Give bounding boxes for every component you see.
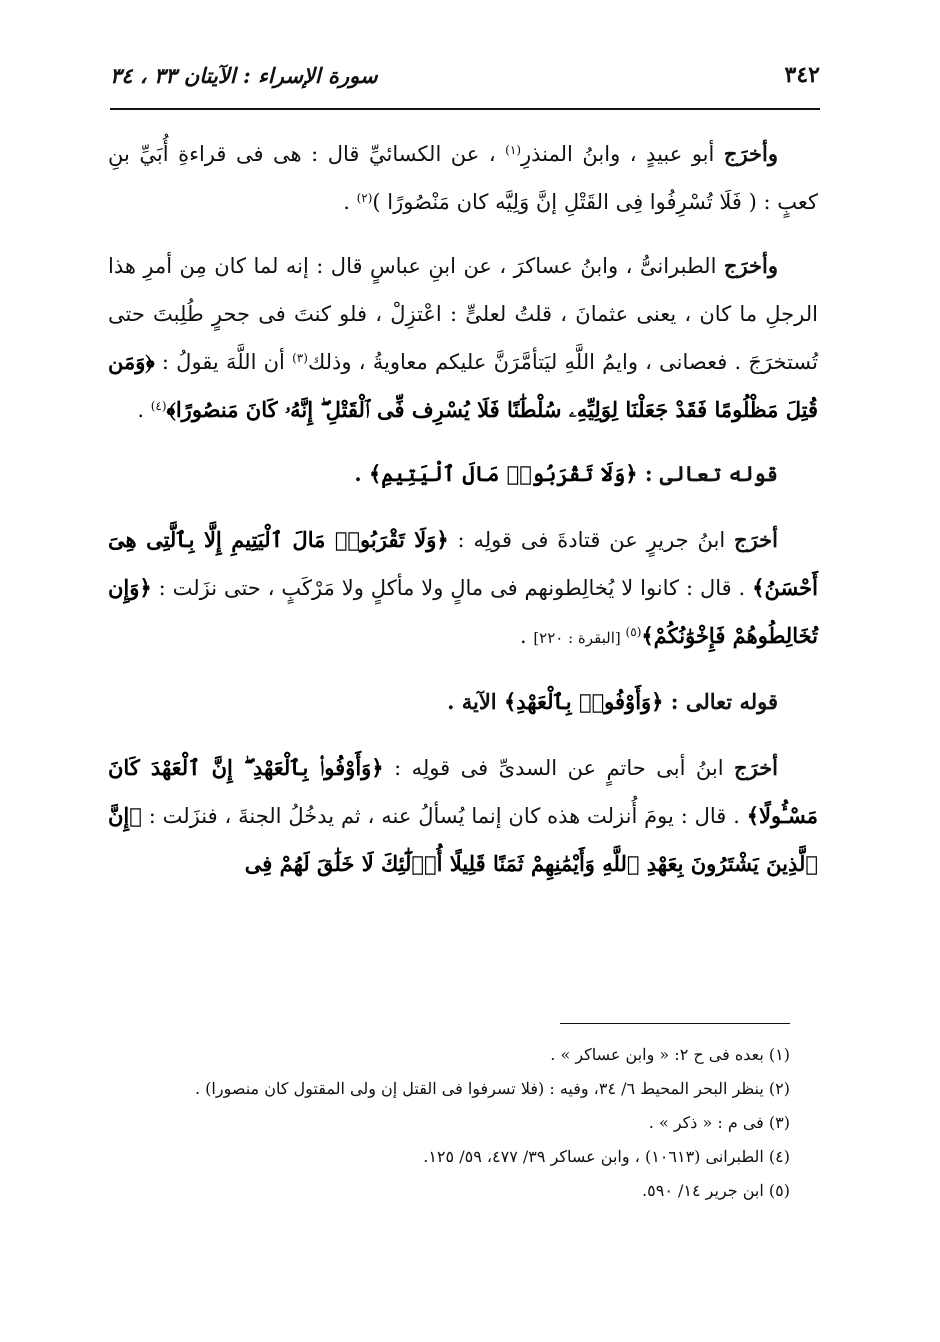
footnote-marker-2[interactable]: (٢): [356, 190, 373, 205]
footnote-1: (١) بعده فى ح ٢: « وابن عساكر » .: [550, 1045, 790, 1064]
paragraph-text: أن اللَّهَ يقولُ :: [154, 350, 293, 374]
main-text: [108, 130, 818, 904]
paragraph-text: . قال : كانوا لا يُخالِطونهم فى مالٍ ولا مأكلٍ ولا مَرْكَبٍ ، حتى نزَلت :: [151, 576, 753, 600]
footnote-marker-4[interactable]: (٤): [150, 398, 167, 413]
header-divider: [110, 108, 820, 110]
paragraph-text: . قال : يومَ أُنزلت هذه كان إنما يُسألُ عنه ، ثم يدخُلُ الجنةَ ، فنزَلت :: [141, 804, 747, 828]
paragraph-text: ابنُ أبى حاتمٍ عن السدىِّ فى قولِه :: [383, 756, 735, 780]
quran-verse: ﴿وَمَن قُتِلَ مَظْلُومًا فَقَدْ جَعَلْنَا لِوَلِيِّهِۦ سُلْطَٰنًا فَلَا يُسْرِف فِّى ٱلْقَتْلِ ۖ إِنَّهُۥ كَانَ مَنصُورًا﴾: [108, 349, 818, 422]
footnotes: [140, 1038, 790, 1208]
quran-verse: ﴿وَلَا تَقْرَبُوا۟ مَالَ ٱلْيَتِيمِ﴾: [368, 461, 638, 486]
footnote-marker-1[interactable]: (١): [505, 142, 521, 157]
quran-verse: ﴿وَلَا تَقْرَبُوا۟ مَالَ ٱلْيَتِيمِ إِلَّا بِٱلَّتِى هِىَ أَحْسَنُ﴾: [108, 527, 818, 600]
quran-verse: ﴿وَأَوْفُوا۟ بِٱلْعَهْدِ﴾: [503, 689, 664, 714]
paragraph-text: .: [519, 624, 534, 648]
footnote-5: (٥) ابن جرير ١٤/ ٥٩٠.: [642, 1181, 790, 1200]
heading-label: قوله تعالى :: [637, 461, 778, 486]
quran-verse: ﴿وَأَوْفُوا۟ بِٱلْعَهْدِ ۖ إِنَّ ٱلْعَهْدَ كَانَ مَسْـُٔولًا﴾: [108, 755, 818, 828]
heading-end: .: [354, 461, 369, 486]
paragraph-text: ابنُ جريرٍ عن قتادةَ فى قولِه :: [448, 528, 735, 552]
paragraph-lead: وأخرَج: [723, 253, 778, 278]
paragraph-text: ، عن الكسائيِّ قال : هى فى قراءةِ أُبَيِّ بنِ كعبٍ : ( فَلَا تُسْرِفُوا فِى القَتْلِ إنَّ وَلِيَّه كان مَنْصُورًا ): [108, 142, 818, 214]
paragraph-4: [108, 744, 818, 888]
page-number: ٣٤٢: [784, 62, 820, 88]
heading-label: قوله تعالى :: [663, 689, 778, 714]
heading-end: الآية .: [447, 689, 504, 714]
paragraph-lead: أخرَج: [734, 527, 778, 552]
paragraph-lead: وأخرَج: [723, 141, 778, 166]
footnote-marker-5[interactable]: (٥): [625, 624, 642, 639]
running-header: [110, 55, 820, 95]
surah-reference: [البقرة : ٢٢٠]: [533, 629, 626, 647]
paragraph-text: .: [137, 398, 151, 422]
quran-verse: ﴿إِنَّ ٱلَّذِينَ يَشْتَرُونَ بِعَهْدِ ٱللَّهِ وَأَيْمَٰنِهِمْ ثَمَنًا قَلِيلًا أُو۟لَٰٓئِكَ لَا خَلَٰقَ لَهُمْ فِى: [108, 803, 818, 876]
paragraph-text: أبو عبيدٍ ، وابنُ المنذرِ: [521, 142, 724, 166]
paragraph-text: الطبرانىُّ ، وابنُ عساكرَ ، عن ابنِ عباسٍ قال : إنه لما كان مِن أمرِ هذا الرجلِ ما كان ، يعنى عثمانَ ، قلتُ لعلىٍّ : اعْتزِلْ ، فلو كنتَ فى جحرٍ طُلِبتَ حتى تُستخرَجَ . فعصانى ، وايمُ اللَّهِ ليَتأمَّرَنَّ عليكم معاويةُ ، وذلك: [108, 254, 818, 374]
footnote-marker-3[interactable]: (٣): [292, 350, 308, 365]
footnote-3: (٣) فى م : « ذكر » .: [648, 1113, 790, 1132]
paragraph-lead: أخرَج: [734, 755, 779, 780]
footnote-4: (٤) الطبرانى (١٠٦١٣) ، وابن عساكر ٣٩/ ٤٧٧، ٥٩/ ١٢٥.: [423, 1147, 790, 1166]
paragraph-text: .: [343, 190, 357, 214]
section-heading-1: [108, 450, 818, 498]
quran-verse: ﴿وَإِن تُخَالِطُوهُمْ فَإِخْوَٰنُكُمْ﴾: [108, 575, 818, 648]
paragraph-3: [108, 516, 818, 662]
running-title: سورة الإسراء : الآيتان ٣٣ ، ٣٤: [110, 62, 378, 88]
paragraph-1: [108, 130, 818, 226]
section-heading-2: [108, 678, 818, 726]
paragraph-2: [108, 242, 818, 434]
footnote-2: (٢) ينظر البحر المحيط ٦/ ٣٤، وفيه : (فلا تسرفوا فى القتل إن ولى المقتول كان منصورا) .: [194, 1079, 790, 1098]
footnote-divider: [560, 1023, 790, 1024]
